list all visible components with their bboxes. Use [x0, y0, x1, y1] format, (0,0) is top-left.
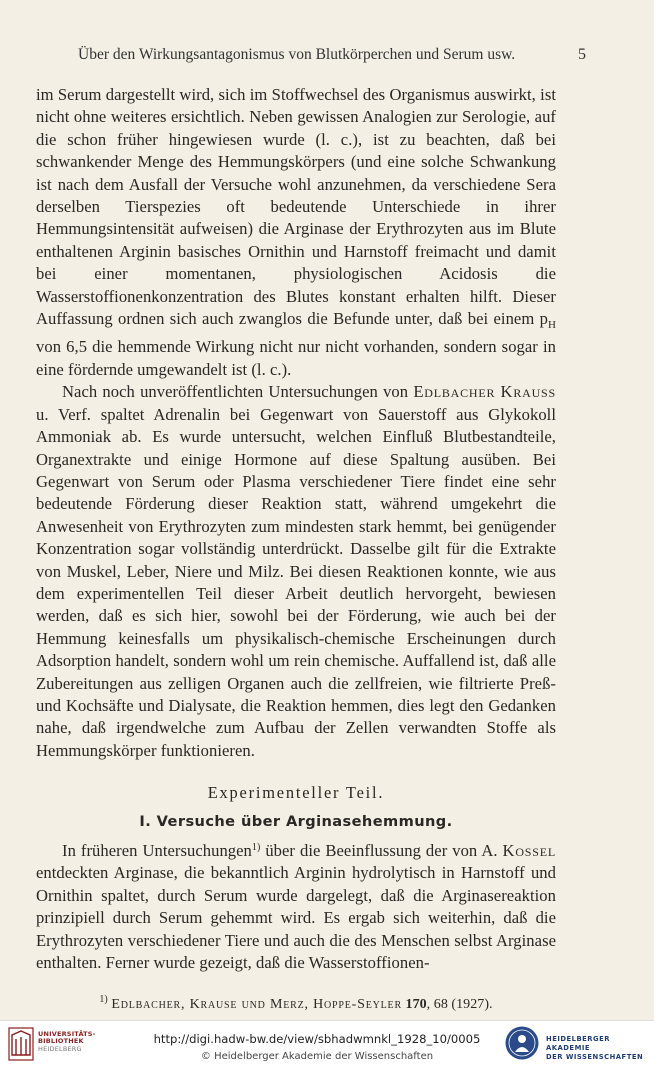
paragraph-1-text-cont: von 6,5 die hemmende Wirkung nicht nur nicht vorhanden, sondern sogar in eine fördernde umgewandelt ist (l. c.). [36, 337, 556, 379]
footnote [36, 989, 556, 1016]
footnote-volume: 170 [405, 997, 427, 1013]
footnote-mark: 1) [99, 994, 108, 1006]
paragraph-3-text-cont: über die Beeinflussung der von A. [260, 841, 503, 860]
academy-line-1: HEIDELBERGER AKADEMIE [546, 1035, 610, 1052]
academy-line-2: DER WISSENSCHAFTEN [546, 1053, 644, 1061]
university-library-logo-icon[interactable] [8, 1027, 34, 1061]
author-name: Kossel [502, 841, 556, 860]
library-line-3: HEIDELBERG [38, 1044, 82, 1053]
university-library-label[interactable] [38, 1031, 96, 1053]
page-number: 5 [578, 46, 586, 63]
ph-subscript: H [548, 319, 556, 332]
running-title: Über den Wirkungsantagonismus von Blutkörperchen und Serum usw. [78, 46, 516, 63]
running-header [78, 46, 586, 64]
paragraph-3-text: In früheren Untersuchungen [62, 841, 252, 860]
academy-label[interactable] [546, 1035, 654, 1062]
footnote-reference[interactable]: 1) [251, 842, 261, 853]
paragraph-1 [36, 84, 556, 381]
footnote-citation: , 68 (1927). [426, 997, 493, 1013]
section-heading: Experimenteller Teil. [207, 783, 385, 803]
library-line-1: UNIVERSITÄTS- [38, 1030, 96, 1038]
paragraph-3 [36, 837, 556, 974]
permalink-url[interactable]: http://digi.hadw-bw.de/view/sbhadwmnkl_1928_10/0005 [153, 1032, 481, 1046]
paragraph-2 [36, 381, 556, 762]
body-text [36, 84, 556, 1017]
paragraph-2-text-cont: u. Verf. spaltet Adrenalin bei Gegenwart von Sauerstoff aus Glykokoll Ammoniak ab. Es wurde untersucht, welchen Einfluß Blutbestandteile, Organextrakte und einige Hormone auf diese Spaltung ausüben. Bei Gegenwart von Serum oder Plasma verschiedener Tiere findet eine sehr bedeutende Förderung dieser Reaktion statt, während umgekehrt die Anwesenheit von Erythrozyten zum mindesten stark hemmt, bei genügender Konzentration sogar vollständig unterdrückt. Dasselbe gilt für die Extrakte von Muskel, Leber, Niere und Milz. Bei diesen Reaktionen konnte, wie aus dem experimentellen Teil dieser Arbeit deutlich hervorgeht, bewiesen werden, daß es sich hier, sowohl bei der Förderung, wie auch bei der Hemmung keinesfalls um physikalisch-chemische Erscheinungen durch Adsorption handelt, sondern wohl um rein chemische. Auffallend ist, daß alle Zubereitungen aus zelligen Organen auch die zellfreien, wie filtrierte Preß- und Kochsäfte und Dialysate, die Reaktion hemmen, dies legt den Gedanken nahe, daß irgendwelche zum Aufbau der Zellen verwandten Stoffe als Hemmungskörper funktionieren. [36, 404, 556, 760]
paragraph-1-text: im Serum dargestellt wird, sich im Stoffwechsel des Organismus auswirkt, ist nicht ohne weiteres ersichtlich. Neben gewissen Analogien zur Serologie, auf die schon früher hingewiesen wurde (l. c.), ist zu beachten, daß bei schwankender Menge des Hemmungskörpers (und eine solche Schwankung ist nach dem Ausfall der Versuche wohl anzunehmen, da verschiedene Sera derselben Tierspezies oft bedeutende Unterschiede in ihrer Hemmungsintensität aufweisen) die Arginase der Erythrozyten aus im Blute enthaltenen Arginin basisches Ornithin und Harnstoff freimacht und damit bei einer momentanen, physiologischen Acidosis die Wasserstoffionenkonzentration des Blutes konstant erhalten hilft. Dieser Auffassung ordnen sich auch zwanglos die Befunde unter, daß bei einem p [36, 85, 556, 329]
footnote-authors: Edlbacher, Krause und Merz, Hoppe-Seyler [111, 997, 402, 1013]
author-name: Edlbacher [413, 382, 496, 402]
subsection-heading: I. Versuche über Arginasehemmung. [139, 812, 453, 830]
library-line-2: BIBLIOTHEK [38, 1037, 84, 1046]
academy-seal-icon[interactable] [504, 1025, 540, 1061]
paragraph-3-text-end: entdeckten Arginase, die bekanntlich Arginin hydrolytisch in Harnstoff und Ornithin spaltet, durch Serum wurde dargelegt, daß die Arginasereaktion prinzipiell durch Serum gehemmt wird. Es ergab sich weiterhin, daß die Erythrozyten verschiedener Tiere und auch die des Menschen selbst Arginase enthalten. Ferner wurde gezeigt, daß die Wasserstoffionen- [36, 863, 556, 973]
viewer-footer [0, 1020, 654, 1068]
author-name: Krauss [500, 382, 556, 402]
paragraph-2-text: Nach noch unveröffentlichten Untersuchungen von [62, 382, 414, 402]
copyright-notice: © Heidelberger Akademie der Wissenschaften [200, 1051, 434, 1062]
